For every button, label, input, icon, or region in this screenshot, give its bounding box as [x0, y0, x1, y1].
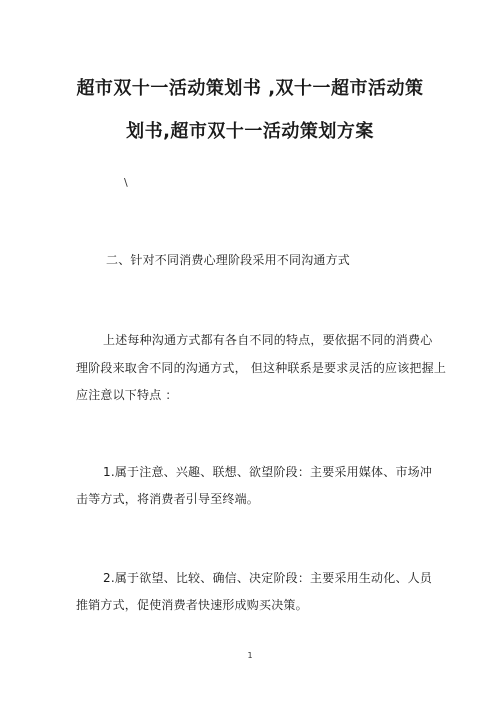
page-number: 1	[247, 651, 253, 660]
document-title-line-2: 划书,超市双十一活动策划方案	[126, 121, 374, 142]
paragraph-3-line-2: 推销方式，促使消费者快速形成购买决策。	[76, 598, 308, 612]
paragraph-2-line-2: 击等方式，将消费者引导至终端。	[76, 492, 260, 506]
document-title-line-1: 超市双十一活动策划书 ,双十一超市活动策	[76, 78, 424, 99]
paragraph-1-line-2: 理阶段来取舍不同的沟通方式， 但这种联系是要求灵活的应该把握上	[76, 361, 447, 375]
paragraph-3-line-1: 2.属于欲望、比较、确信、决定阶段：主要采用生动化、人员	[103, 571, 433, 585]
paragraph-1-line-3: 应注意以下特点 ：	[76, 388, 178, 402]
paragraph-2-line-1: 1.属于注意、兴趣、联想、欲望阶段：主要采用媒体、市场冲	[103, 465, 433, 479]
stray-mark: \	[124, 176, 128, 189]
section-heading: 二、针对不同消费心理阶段采用不同沟通方式	[106, 253, 351, 267]
paragraph-1-line-1: 上述每种沟通方式都有各自不同的特点，要依据不同的消费心	[103, 333, 433, 347]
